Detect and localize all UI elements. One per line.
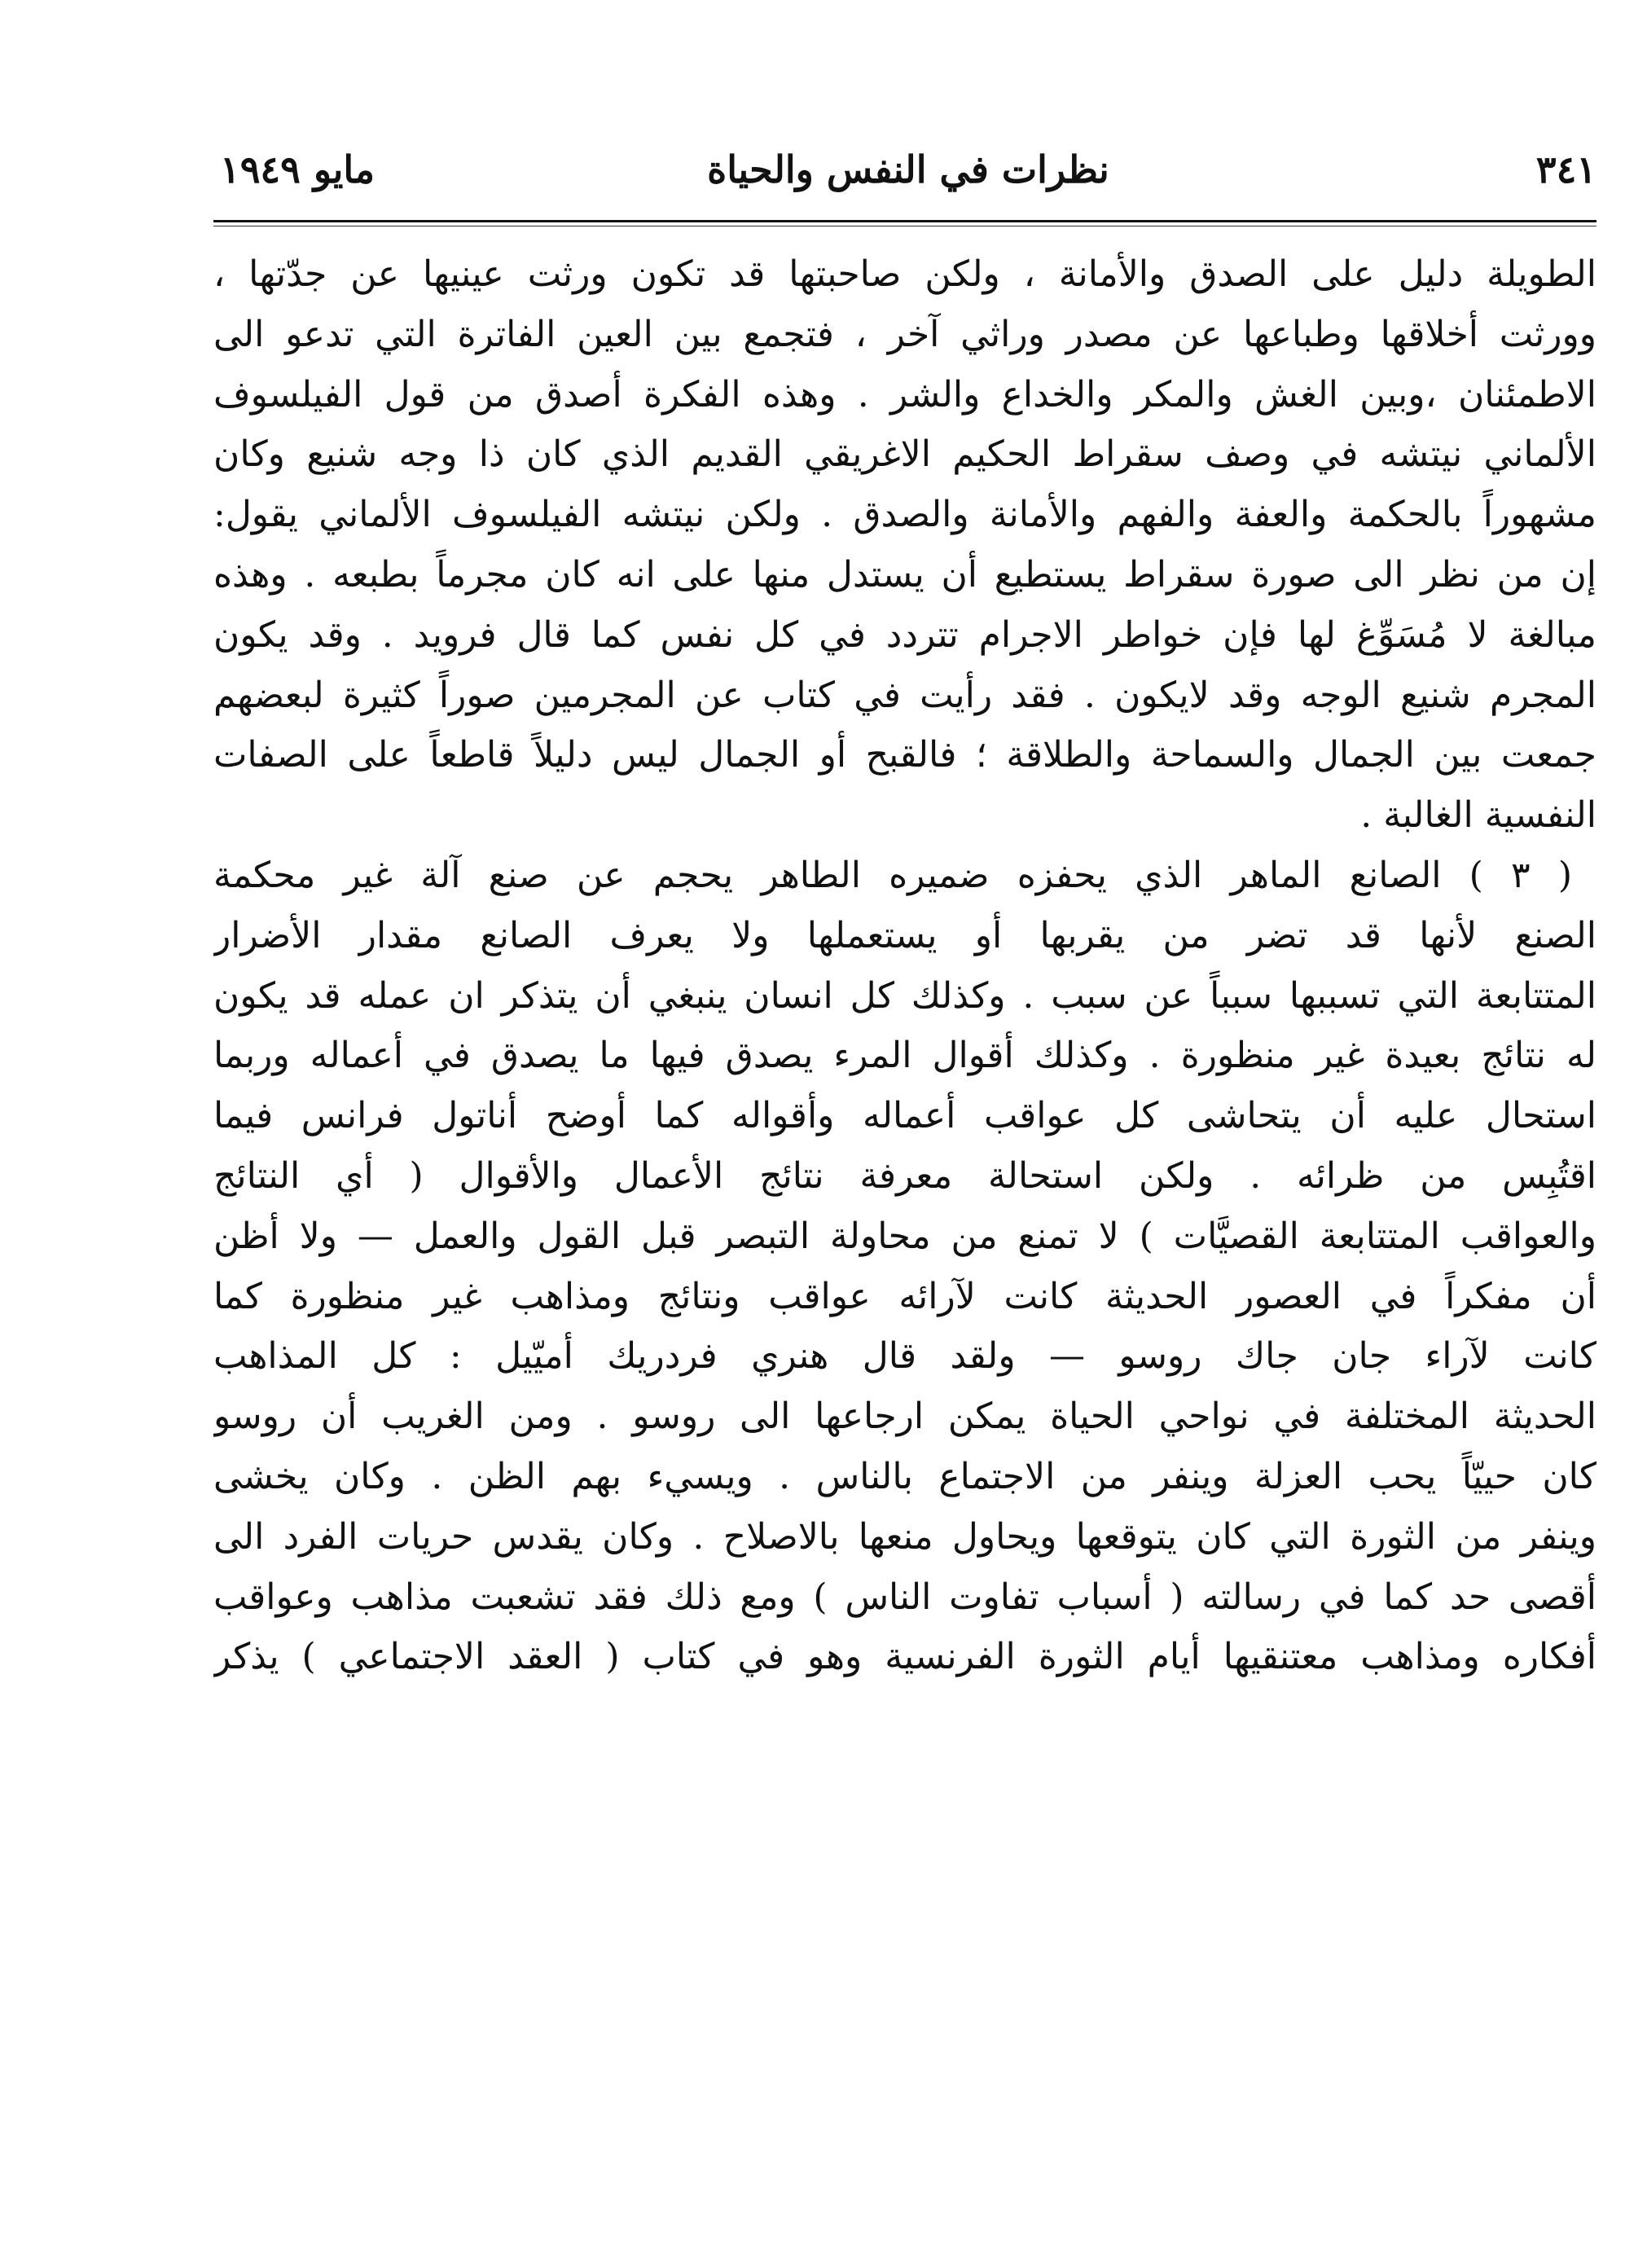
- text-line: اقتُبِس من ظرائه . ولكن استحالة معرفة نتائج الأعمال والأقوال ( أي النتائج: [213, 1154, 1596, 1197]
- text-line: جمعت بين الجمال والسماحة والطلاقة ؛ فالقبح أو الجمال ليس دليلاً قاطعاً على الصفات: [213, 734, 1596, 776]
- text-line: مبالغة لا مُسَوِّغ لها فإن خواطر الاجرام تتردد في كل نفس كما قال فرويد . وقد يكون: [213, 613, 1596, 656]
- text-line: إن من نظر الى صورة سقراط يستطيع أن يستدل منها على انه كان مجرماً بطبعه . وهذه: [213, 553, 1596, 596]
- text-line: وينفر من الثورة التي كان يتوقعها ويحاول منعها بالاصلاح . وكان يقدس حريات الفرد الى: [213, 1515, 1596, 1558]
- text-line: الصنع لأنها قد تضر من يقربها أو يستعملها ولا يعرف الصانع مقدار الأضرار: [213, 914, 1596, 956]
- text-line: النفسية الغالبة .: [1360, 794, 1596, 837]
- paragraph-start-line: ( ٣ ) الصانع الماهر الذي يحفزه ضميره الطاهر يحجم عن صنع آلة غير محكمة: [213, 854, 1572, 896]
- text-line: له نتائج بعيدة غير منظورة . وكذلك أقوال المرء يصدق فيها ما يصدق في أعماله وربما: [213, 1035, 1596, 1077]
- page-header: [220, 137, 1596, 202]
- header-rule: [213, 220, 1596, 222]
- page-number: ٣٤١: [1535, 147, 1596, 191]
- body-text: [213, 244, 1596, 1687]
- text-line: المتتابعة التي تسببها سبباً عن سبب . وكذلك كل انسان ينبغي أن يتذكر ان عمله قد يكون: [213, 974, 1596, 1017]
- text-line: الألماني نيتشه في وصف سقراط الحكيم الاغريقي القديم الذي كان ذا وجه شنيع وكان: [213, 433, 1596, 476]
- text-line: أفكاره ومذاهب معتنقيها أيام الثورة الفرنسية وهو في كتاب ( العقد الاجتماعي ) يذكر: [213, 1636, 1596, 1678]
- text-line: مشهوراً بالحكمة والعفة والفهم والأمانة والصدق . ولكن نيتشه الفيلسوف الألماني يقول:: [213, 494, 1596, 536]
- running-title: نظرات في النفس والحياة: [707, 147, 1109, 191]
- text-line: أن مفكراً في العصور الحديثة كانت لآرائه عواقب ونتائج ومذاهب غير منظورة كما: [213, 1275, 1596, 1317]
- text-line: كان حييّاً يحب العزلة وينفر من الاجتماع بالناس . ويسيء بهم الظن . وكان يخشى: [213, 1455, 1596, 1497]
- text-line: الطويلة دليل على الصدق والأمانة ، ولكن صاحبتها قد تكون ورثت عينيها عن جدّتها ،: [213, 253, 1596, 295]
- issue-date: مايو ١٩٤٩: [220, 147, 376, 191]
- text-line: الحديثة المختلفة في نواحي الحياة يمكن ارجاعها الى روسو . ومن الغريب أن روسو: [213, 1396, 1596, 1438]
- text-line: الاطمئنان ،وبين الغش والمكر والخداع والشر . وهذه الفكرة أصدق من قول الفيلسوف: [213, 373, 1596, 415]
- text-line: أقصى حد كما في رسالته ( أسباب تفاوت الناس ) ومع ذلك فقد تشعبت مذاهب وعواقب: [213, 1576, 1596, 1618]
- text-line: كانت لآراء جان جاك روسو — ولقد قال هنري فردريك أميّيل : كل المذاهب: [213, 1335, 1596, 1378]
- text-line: استحال عليه أن يتحاشى كل عواقب أعماله وأقواله كما أوضح أناتول فرانس فيما: [213, 1095, 1596, 1137]
- text-line: المجرم شنيع الوجه وقد لايكون . فقد رأيت في كتاب عن المجرمين صوراً كثيرة لبعضهم: [213, 674, 1596, 716]
- text-line: وورثت أخلاقها وطباعها عن مصدر وراثي آخر ، فتجمع بين العين الفاترة التي تدعو الى: [213, 313, 1596, 355]
- text-line: والعواقب المتتابعة القصيَّات ) لا تمنع من محاولة التبصر قبل القول والعمل — ولا أظن: [213, 1215, 1596, 1257]
